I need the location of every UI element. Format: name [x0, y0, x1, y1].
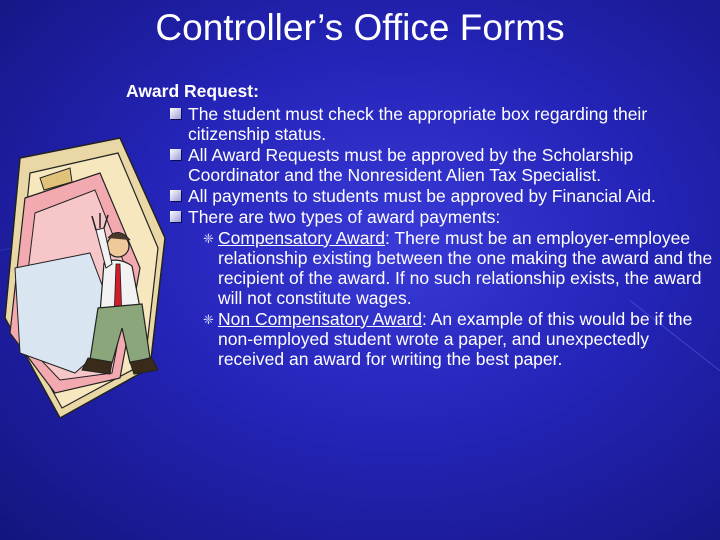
square-bullet-icon: [170, 149, 181, 160]
slide-content: [126, 80, 716, 370]
square-bullet-icon: [170, 108, 181, 119]
sub-bullet-term: Compensatory Award: [218, 228, 385, 248]
bullet-text: The student must check the appropriate box regarding their citizenship status.: [188, 104, 648, 144]
bullet-item: [126, 186, 716, 206]
bullet-item: [126, 207, 716, 227]
sub-bullet-text: : An example of this would be if the non-employed student wrote a paper, and unexpectedly received an award for writing the best paper.: [218, 309, 693, 369]
slide-title: Controller’s Office Forms: [155, 7, 565, 48]
square-bullet-icon: [170, 190, 181, 201]
bullet-text: All payments to students must be approved by Financial Aid.: [188, 186, 656, 206]
swirl-bullet-icon: ❈: [203, 312, 214, 327]
square-bullet-icon: [170, 211, 181, 222]
bullet-item: [126, 145, 716, 185]
sub-bullet-item: [126, 309, 716, 369]
sub-bullet-item: [126, 228, 716, 308]
bullet-text: There are two types of award payments:: [188, 207, 501, 227]
sub-bullet-term: Non Compensatory Award: [218, 309, 422, 329]
section-heading: Award Request:: [126, 81, 259, 101]
bullet-item: [126, 104, 716, 144]
swirl-bullet-icon: ❈: [203, 231, 214, 246]
sub-bullet-text: : There must be an employer-employee relationship existing between the one making the award and the recipient of the award. If no such relationship exists, the award will not constitute wages.: [218, 228, 713, 308]
bullet-text: All Award Requests must be approved by the Scholarship Coordinator and the Nonresident Alien Tax Specialist.: [188, 145, 634, 185]
